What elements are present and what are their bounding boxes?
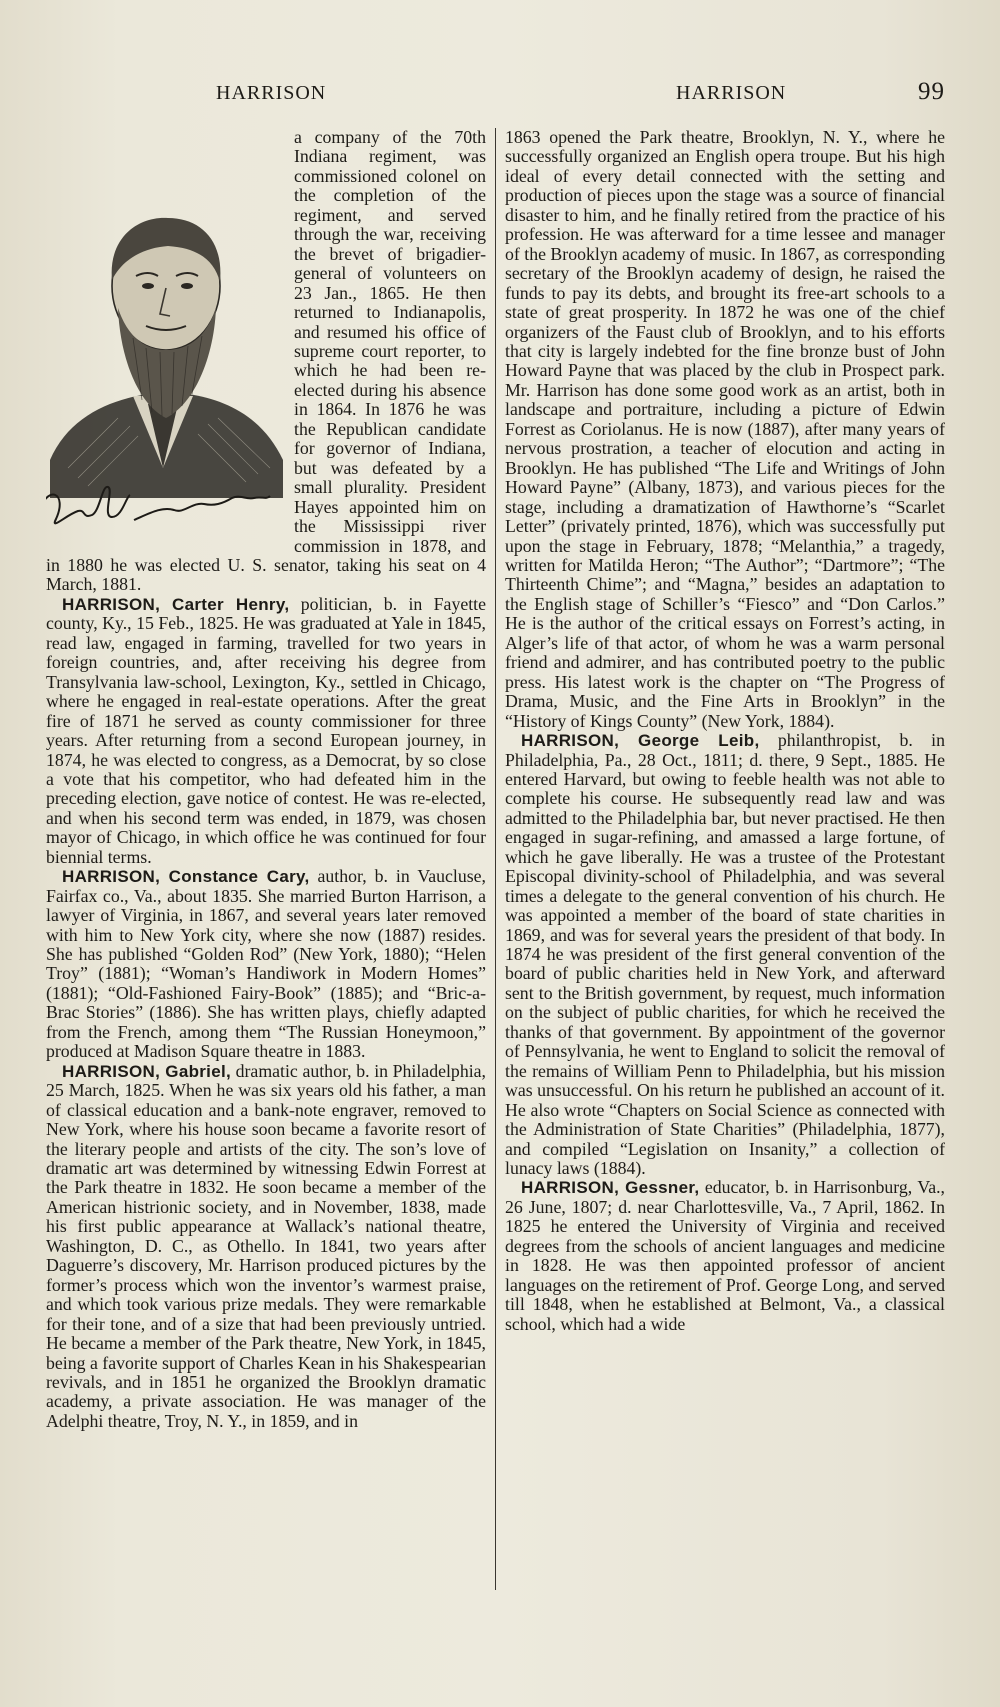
- entry-text-gabriel: dramatic author, b. in Philadelphia, 25 March, 1825. When he was six years old his father, a man of classical education and a bank-note engraver, removed to New York, where his house soon became a favorite resort of the literary people and artists of the city. The son’s love of dramatic art was determined by witnessing Edwin Forrest at the Park theatre in 1832. He soon became a member of the American histrionic society, and in November, 1838, made his first public appearance at Wallack’s national theatre, Washington, D. C., as Othello. In 1841, two years after Daguerre’s discovery, Mr. Harrison produced pictures by the former’s process which won the inventor’s warmest praise, and which took various prize medals. They were remarkable for their tone, and of a size that had been previously untried. He became a member of the Park theatre, New York, in 1845, being a favorite support of Charles Kean in his Shakespearian revivals, and in 1851 he organized the Brooklyn dramatic academy, a private association. He was manager of the Adelphi theatre, Troy, N. Y., in 1859, and in: [46, 1060, 486, 1431]
- entry-text-george-leib: philanthropist, b. in Philadelphia, Pa., 28 Oct., 1811; d. there, 9 Sept., 1885. He entered Harvard, but owing to feeble health was not able to complete his course. He subsequently read law and was admitted to the Philadelphia bar, but never practised. He then engaged in sugar-refining, and amassed a large fortune, of which he gave liberally. He was a trustee of the Protestant Episcopal divinity-school of Philadelphia, and was several times a delegate to the general convention of his church. He was appointed a member of the board of state charities in 1869, and was for several years the president of that body. In 1874 he was president of the first general convention of the board of public charities held in New York, and afterward sent to the British government, by request, much information on the subject of public charities, for which he received the thanks of that government. By appointment of the governor of Pennsylvania, he went to England to solicit the removal of the remains of William Penn to Philadelphia, but his mission was unsuccessful. On his return he published an account of it. He also wrote “Chapters on Social Science as connected with the Administration of State Charities” (Philadelphia, 1877), and compiled “Legislation on Insanity,” a collection of lunacy laws (1884).: [505, 730, 945, 1179]
- running-head-right: HARRISON: [676, 82, 787, 104]
- column-divider: [495, 128, 496, 1590]
- entry-head-constance-cary: HARRISON, Constance Cary,: [62, 867, 310, 887]
- paragraph-gabriel-continued: 1863 opened the Park theatre, Brooklyn, N. Y., where he successfully organized an English opera troupe. But his high ideal of every detail connected with the setting and production of pieces upon the stage was a source of financial disaster to him, and he finally retired from the practice of his profession. He was afterward for a time lessee and manager of the Brooklyn academy of music. In 1867, as corresponding secretary of the Brooklyn academy of design, he raised the funds to pay its debts, and brought its free-art schools to a state of great prosperity. In 1872 he was one of the chief organizers of the Faust club of Brooklyn, and to his efforts that city is largely indebted for the fine bronze bust of John Howard Payne that was placed by the club in Prospect park. Mr. Harrison has done some good work as an artist, both in landscape and portraiture, including a picture of Edwin Forrest as Coriolanus. He is now (1887), after many years of nervous prostration, a teacher of elocution and acting in Brooklyn. He has published “The Life and Writings of John Howard Payne” (Albany, 1873), and various pieces for the stage, including a dramatization of Hawthorne’s “Scarlet Letter” (privately printed, 1876), which was successfully put upon the stage in February, 1878; “Melanthia,” a tragedy, written for Matilda Heron; “The Author”; “Dartmore”; “The Thirteenth Chime”; and “Magna,” besides an adaptation to the English stage of Schiller’s “Fiesco” and “Don Carlos.” He is the author of the critical essays on Forrest’s acting, in Alger’s life of that actor, of whom he was a warm personal friend and admirer, and has contributed poetry to the public press. His latest work is the chapter on “The Progress of Drama, Music, and the Fine Arts in Brooklyn” in the “History of Kings County” (New York, 1884).: [505, 128, 945, 731]
- page-number: 99: [918, 78, 945, 105]
- entry-constance-cary: [46, 867, 486, 1062]
- paragraph-benjamin-continued: a company of the 70th Indiana regiment, was commissioned colonel on the completion of the regiment, and served through the war, receiving the brevet of brigadier-general of volunteers on 23 Jan., 1865. He then returned to Indianapolis, and resumed his office of supreme court reporter, to which he had been re-elected during his absence in 1864. In 1876 he was the Republican candidate for governor of Indiana, but was defeated by a small plurality. President Hayes appointed him on the Mississippi river commission in 1878, and in 1880 he was elected U. S. senator, taking his seat on 4 March, 1881.: [46, 128, 486, 595]
- entry-head-carter-henry: HARRISON, Carter Henry,: [62, 594, 290, 614]
- right-column: [505, 128, 945, 1598]
- entry-text-carter-henry: politician, b. in Fayette county, Ky., 15 Feb., 1825. He was graduated at Yale in 1845, read law, engaged in farming, travelled for two years in foreign countries, and, after receiving his degree from Transylvania law-school, Lexington, Ky., settled in Chicago, where he engaged in real-estate operations. After the great fire of 1871 he served as county commissioner for three years. After returning from a second European journey, in 1874, he was elected to congress, as a Democrat, by so close a vote that his competitor, who had defeated him in the preceding election, gave notice of contest. He was re-elected, and when his second term was ended, in 1879, was chosen mayor of Chicago, in which office he was continued for four biennial terms.: [46, 593, 486, 867]
- entry-george-leib: [505, 731, 945, 1178]
- entry-text-constance-cary: author, b. in Vaucluse, Fairfax co., Va., about 1835. She married Burton Harrison, a lawyer of Virginia, in 1867, and several years later removed with him to New York city, where she now (1887) resides. She has published “Golden Rod” (New York, 1880); “Helen Troy” (1881); “Woman’s Handiwork in Modern Homes” (1881); “Old-Fashioned Fairy-Book” (1885); and “Bric-a-Brac Stories” (1886). She has written plays, chiefly adapted from the French, among them “The Russian Honeymoon,” produced at Madison Square theatre in 1883.: [46, 866, 486, 1062]
- running-head-left: HARRISON: [216, 82, 327, 104]
- entry-head-gessner: HARRISON, Gessner,: [521, 1178, 700, 1198]
- portrait-engraving: [46, 168, 288, 540]
- portrait-illustration: [46, 168, 288, 540]
- entry-text-gessner: educator, b. in Harrisonburg, Va., 26 June, 1807; d. near Charlottesville, Va., 7 April, 1862. In 1825 he entered the University of Virginia and received degrees from the schools of ancient languages and medicine in 1828. He was then appointed professor of ancient languages on the retirement of Prof. George Long, and served till 1848, when he established at Belmont, Va., a classical school, which had a wide: [505, 1177, 945, 1334]
- entry-head-george-leib: HARRISON, George Leib,: [521, 731, 760, 751]
- entry-gessner: [505, 1178, 945, 1334]
- entry-head-gabriel: HARRISON, Gabriel,: [62, 1061, 231, 1081]
- running-head: [0, 74, 1000, 114]
- entry-carter-henry: [46, 595, 486, 867]
- entry-gabriel: [46, 1062, 486, 1432]
- left-column: [46, 128, 486, 1598]
